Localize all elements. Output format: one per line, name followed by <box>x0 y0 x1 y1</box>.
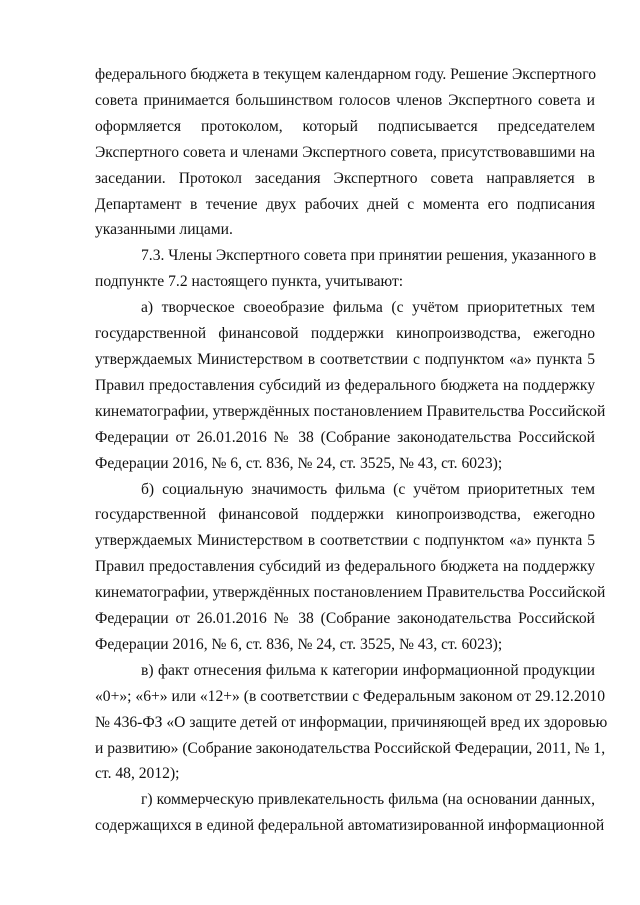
text-line: указанными лицами. <box>95 221 233 239</box>
text-line: Федерации 2016, № 6, ст. 836, № 24, ст. 3525, № 43, ст. 6023); <box>95 454 503 472</box>
text-line: государственной финансовой поддержки кинопроизводства, ежегодно <box>95 325 595 343</box>
paragraph-p-v <box>95 658 608 788</box>
text-line: кинематографии, утверждённых постановлением Правительства Российской <box>95 402 606 420</box>
text-line: Экспертного совета и членами Экспертного совета, присутствовавшими на <box>95 143 595 161</box>
text-line: утверждаемых Министерством в соответствии с подпунктом «а» пункта 5 <box>95 532 595 550</box>
text-line: Правил предоставления субсидий из федерального бюджета на поддержку <box>95 376 595 394</box>
text-line: № 436-ФЗ «О защите детей от информации, причиняющей вред их здоровью <box>95 713 608 731</box>
text-line: г) коммерческую привлекательность фильма (на основании данных, <box>141 791 595 809</box>
text-line: Федерации 2016, № 6, ст. 836, № 24, ст. 3525, № 43, ст. 6023); <box>95 635 503 653</box>
text-line: федерального бюджета в текущем календарном году. Решение Экспертного <box>95 66 597 83</box>
text-line: и развитию» (Собрание законодательства Российской Федерации, 2011, № 1, <box>95 739 606 757</box>
text-line: б) социальную значимость фильма (с учётом приоритетных тем <box>141 480 595 498</box>
paragraph-p-b <box>95 477 606 658</box>
document-body <box>95 62 608 839</box>
text-line: Правил предоставления субсидий из федерального бюджета на поддержку <box>95 558 595 576</box>
text-line: Департамент в течение двух рабочих дней с момента его подписания <box>95 195 595 213</box>
paragraph-p-g <box>95 787 605 839</box>
text-line: Федерации от 26.01.2016 № 38 (Собрание законодательства Российской <box>95 610 595 628</box>
text-line: Федерации от 26.01.2016 № 38 (Собрание законодательства Российской <box>95 428 595 446</box>
text-line: 7.3. Члены Экспертного совета при принятии решения, указанного в <box>141 247 597 265</box>
text-line: «0+»; «6+» или «12+» (в соответствии с Федеральным законом от 29.12.2010 <box>95 687 606 705</box>
text-line: а) творческое своеобразие фильма (с учётом приоритетных тем <box>141 299 595 317</box>
text-line: содержащихся в единой федеральной автоматизированной информационной <box>95 817 605 835</box>
text-line: подпункте 7.2 настоящего пункта, учитывают: <box>95 273 404 291</box>
paragraph-p-7-3 <box>95 243 595 295</box>
paragraph-p-a <box>95 295 606 476</box>
text-line: совета принимается большинством голосов членов Экспертного совета и <box>95 91 595 109</box>
text-line: оформляется протоколом, который подписывается председателем <box>95 117 595 135</box>
text-line: утверждаемых Министерством в соответствии с подпунктом «а» пункта 5 <box>95 350 595 368</box>
text-line: заседании. Протокол заседания Экспертного совета направляется в <box>95 169 595 187</box>
text-line: ст. 48, 2012); <box>95 765 180 783</box>
paragraph-p-continuation <box>95 62 595 243</box>
text-line: в) факт отнесения фильма к категории информационной продукции <box>141 661 595 679</box>
text-line: государственной финансовой поддержки кинопроизводства, ежегодно <box>95 506 595 524</box>
text-line: кинематографии, утверждённых постановлением Правительства Российской <box>95 584 606 602</box>
